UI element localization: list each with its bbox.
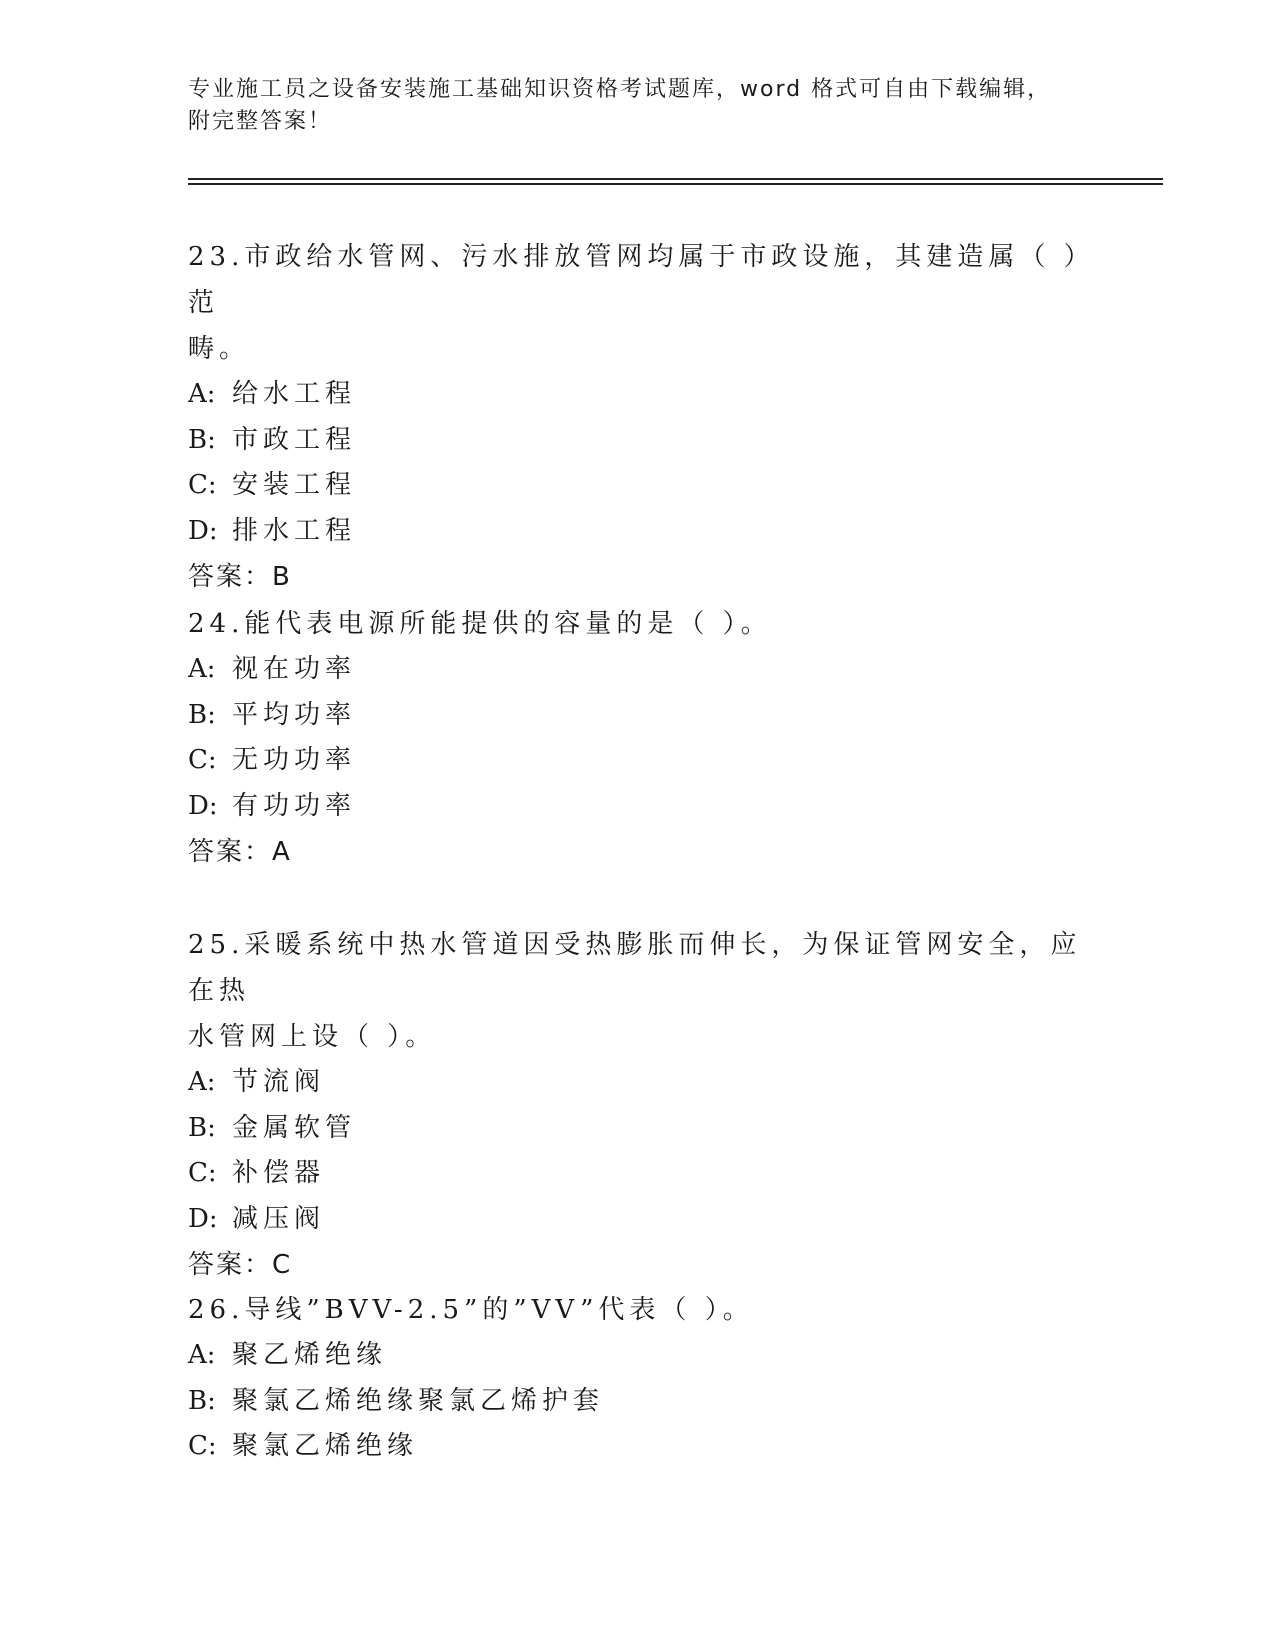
question-stem: 24.能代表电源所能提供的容量的是（ ）。 — [188, 609, 772, 639]
option-key: C: — [188, 745, 217, 775]
option-key: B: — [188, 424, 216, 455]
answer-line: 答案：C — [188, 1250, 293, 1280]
option-text: 减压阀 — [232, 1203, 326, 1234]
option-b — [188, 693, 1088, 739]
option-key: B: — [188, 1385, 216, 1416]
option-key: B: — [188, 699, 216, 730]
option-c — [188, 1424, 1088, 1470]
option-a — [188, 372, 1088, 418]
option-d — [188, 784, 1088, 830]
question-23 — [188, 234, 1088, 600]
option-b — [188, 1379, 1088, 1425]
option-text: 无功功率 — [232, 745, 357, 775]
option-c — [188, 1151, 1088, 1197]
option-text: 补偿器 — [232, 1158, 326, 1188]
option-key: C: — [188, 1158, 217, 1188]
option-key: A: — [188, 1340, 216, 1370]
question-stem-continued: 水管网上设（ ）。 — [188, 1022, 437, 1052]
question-24 — [188, 601, 1088, 875]
question-stem: 25.采暖系统中热水管道因受热膨胀而伸长，为保证管网安全，应在热 — [188, 930, 1082, 1006]
option-c — [188, 738, 1088, 784]
option-key: A: — [188, 1067, 216, 1097]
option-text: 视在功率 — [232, 654, 357, 684]
option-c — [188, 463, 1088, 509]
option-key: D: — [188, 790, 218, 821]
question-stem: 26.导线”BVV-2.5”的”VV”代表（ ）。 — [188, 1295, 754, 1325]
answer-line: 答案：A — [188, 837, 292, 867]
option-text: 聚氯乙烯绝缘 — [232, 1431, 419, 1461]
option-key: C: — [188, 470, 217, 500]
option-d — [188, 1197, 1088, 1243]
option-key: B: — [188, 1112, 216, 1143]
option-b — [188, 418, 1088, 464]
question-stem-continued: 畴。 — [188, 334, 251, 364]
option-text: 节流阀 — [232, 1067, 326, 1097]
header-divider-top — [188, 178, 1163, 180]
option-a — [188, 1060, 1088, 1106]
option-key: A: — [188, 379, 216, 409]
option-text: 给水工程 — [232, 379, 357, 409]
option-text: 安装工程 — [232, 470, 357, 500]
question-stem: 23.市政给水管网、污水排放管网均属于市政设施，其建造属（ ）范 — [188, 242, 1082, 318]
option-text: 金属软管 — [232, 1112, 357, 1143]
option-text: 有功功率 — [232, 790, 357, 821]
answer-line: 答案：B — [188, 562, 292, 592]
option-d — [188, 509, 1088, 555]
option-text: 聚氯乙烯绝缘聚氯乙烯护套 — [232, 1385, 605, 1416]
option-key: C: — [188, 1431, 217, 1461]
option-a — [188, 647, 1088, 693]
option-key: D: — [188, 1203, 218, 1234]
header-line-2: 附完整答案！ — [188, 109, 333, 134]
option-key: D: — [188, 515, 218, 546]
option-a — [188, 1333, 1088, 1379]
option-text: 市政工程 — [232, 424, 357, 455]
document-header — [188, 74, 1088, 138]
option-text: 平均功率 — [232, 699, 357, 730]
question-26 — [188, 1287, 1088, 1470]
option-b — [188, 1106, 1088, 1152]
question-25 — [188, 922, 1088, 1288]
header-divider-bottom — [188, 183, 1163, 185]
option-text: 聚乙烯绝缘 — [232, 1340, 388, 1370]
header-line-1: 专业施工员之设备安装施工基础知识资格考试题库，word 格式可自由下载编辑， — [188, 77, 1052, 102]
option-key: A: — [188, 654, 216, 684]
option-text: 排水工程 — [232, 515, 357, 546]
